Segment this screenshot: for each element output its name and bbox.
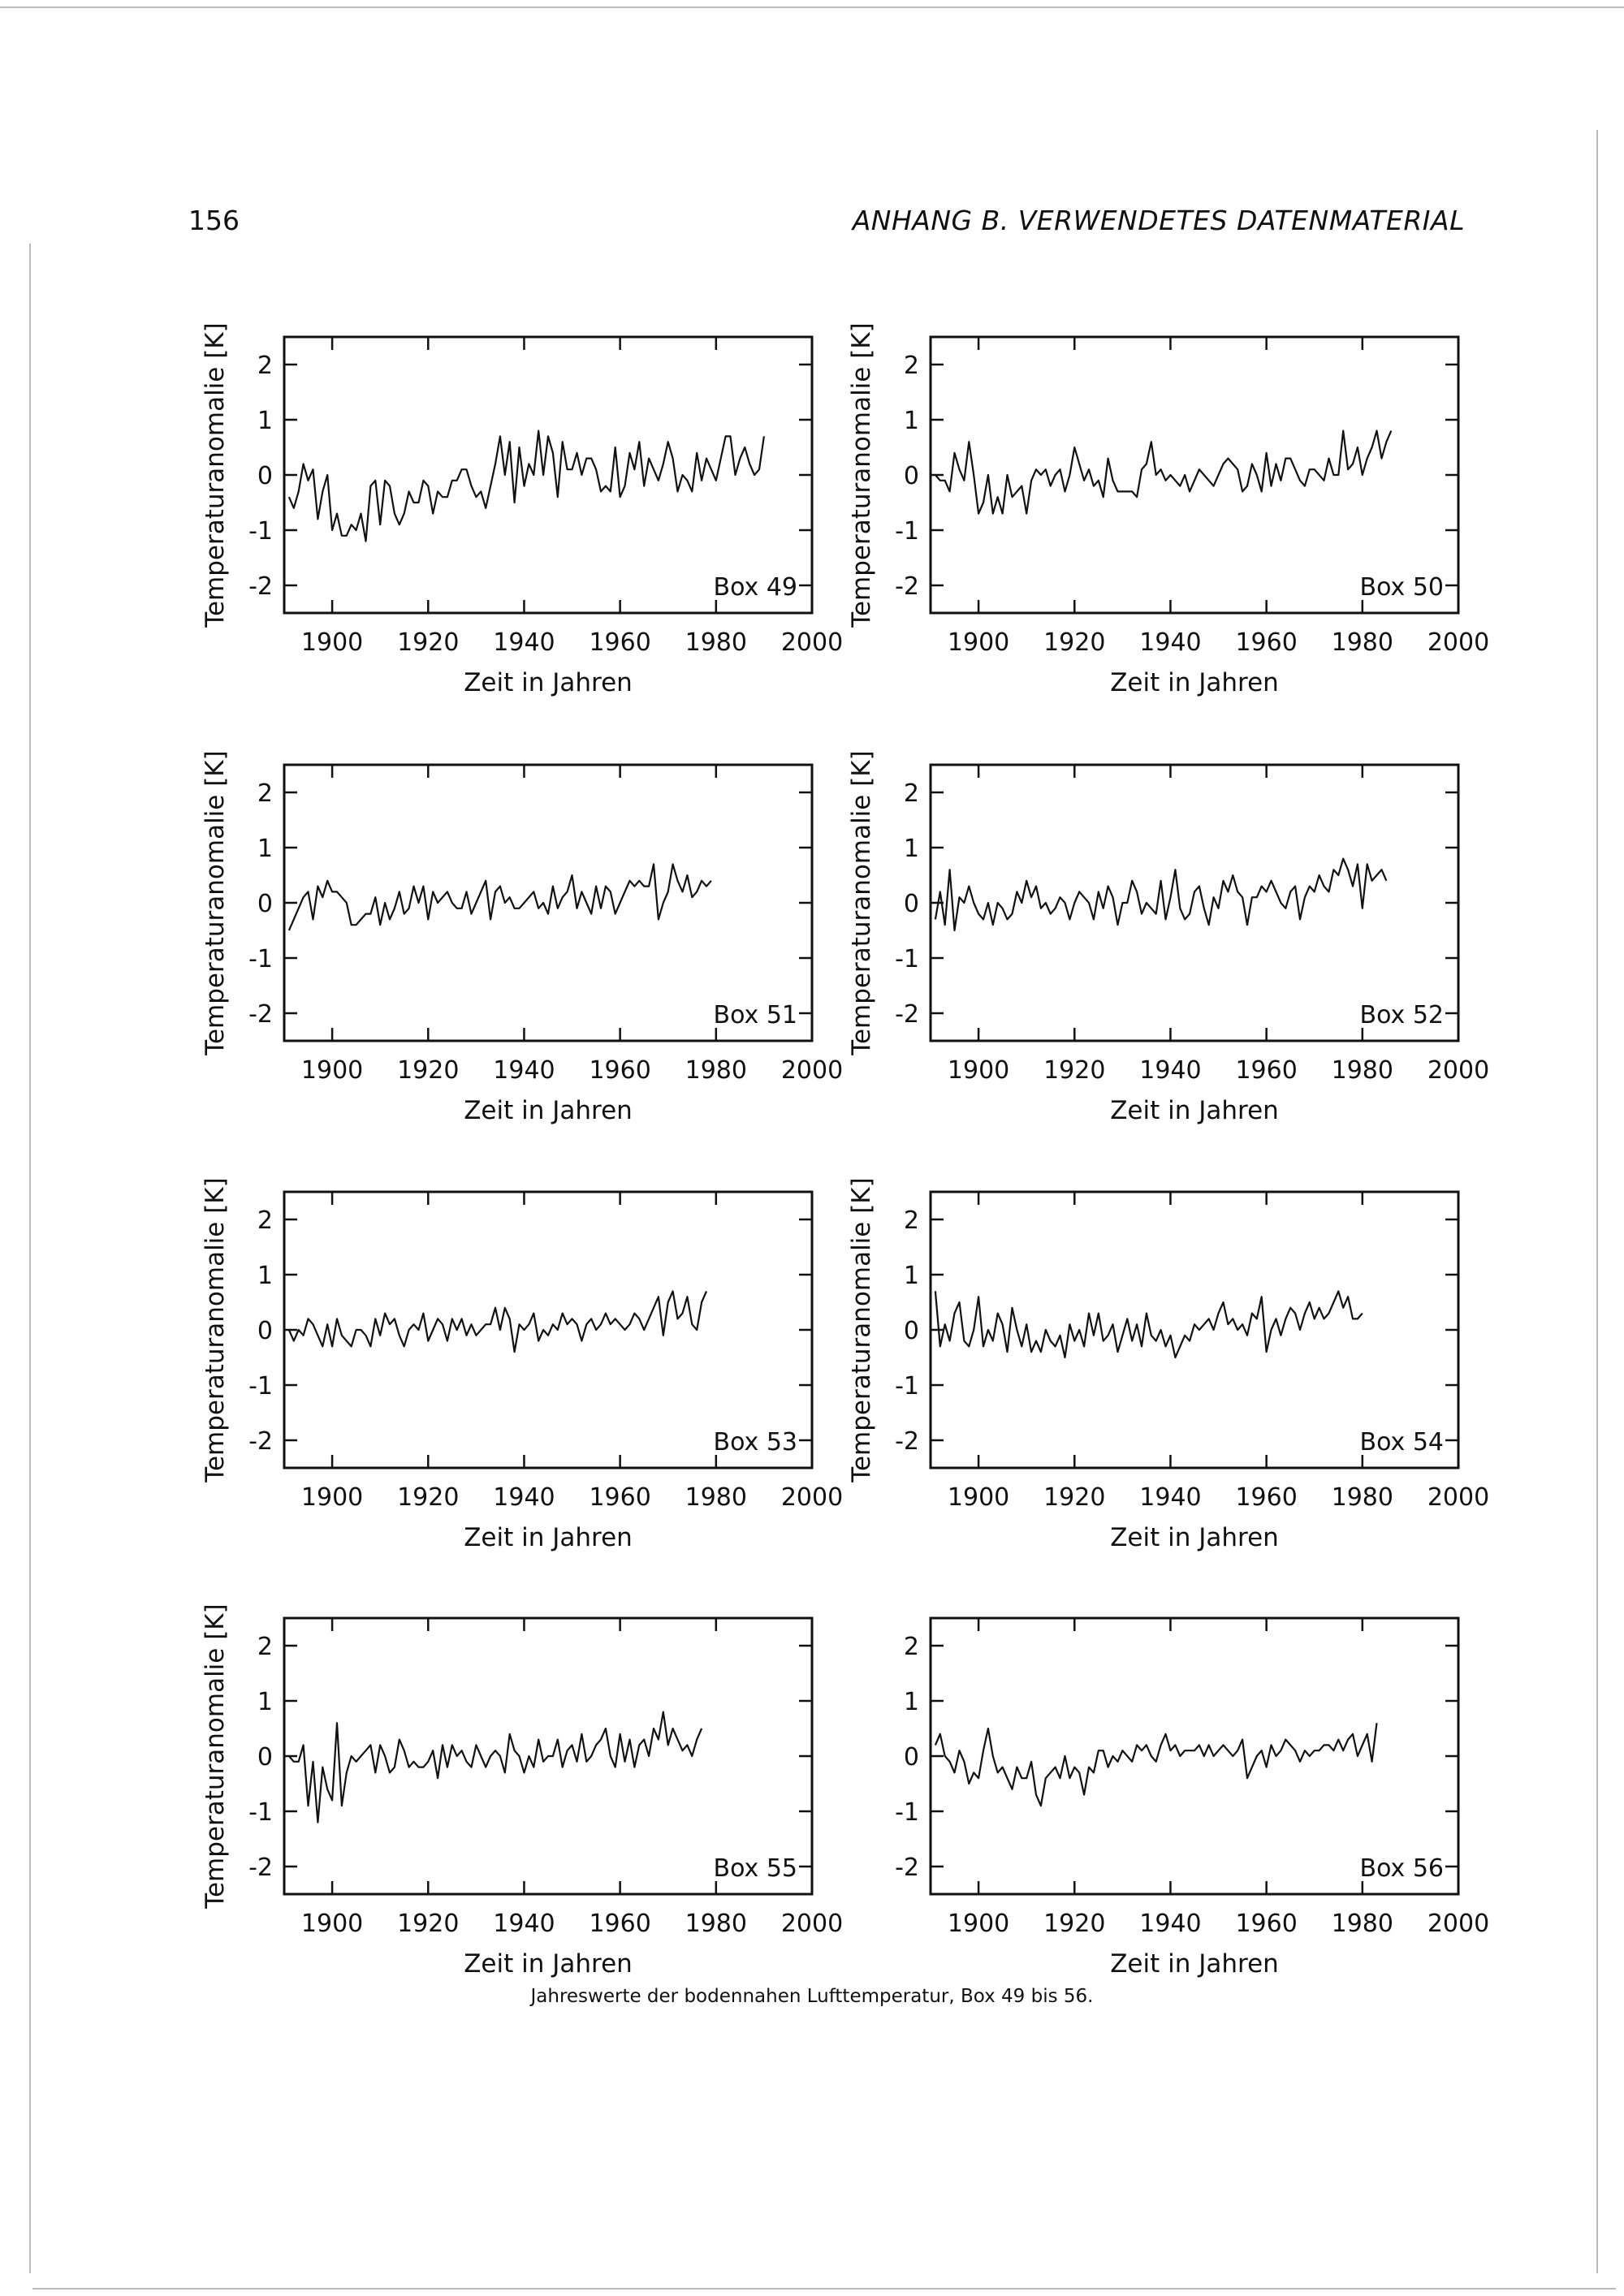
x-axis-label: Zeit in Jahren — [464, 1949, 633, 1979]
x-tick-label: 2000 — [1427, 628, 1490, 657]
series-line — [289, 864, 711, 930]
y-axis-label: Temperaturanomalie [K] — [201, 1177, 230, 1482]
chart-panel-box-56 — [841, 1610, 1491, 1983]
x-tick-label: 1980 — [685, 628, 747, 657]
x-tick-label: 1920 — [397, 628, 460, 657]
series-line — [289, 431, 764, 542]
x-tick-label: 1920 — [1043, 628, 1106, 657]
x-tick-label: 2000 — [1427, 1056, 1490, 1085]
y-tick-label: 2 — [257, 779, 273, 808]
x-tick-label: 1940 — [493, 1483, 555, 1512]
x-tick-label: 1920 — [397, 1483, 460, 1512]
page-number: 156 — [188, 205, 240, 236]
y-tick-label: 2 — [903, 352, 919, 380]
x-tick-label: 1940 — [493, 628, 555, 657]
y-tick-label: 0 — [903, 1317, 919, 1345]
figure-caption: Jahreswerte der bodennahen Lufttemperatur, Box 49 bis 56. — [530, 1986, 1094, 2007]
y-tick-label: 0 — [257, 890, 273, 918]
y-axis-label: Temperaturanomalie [K] — [201, 750, 230, 1055]
y-tick-label: -2 — [895, 572, 919, 601]
y-tick-label: -1 — [895, 1372, 919, 1400]
x-tick-label: 1980 — [1331, 1056, 1393, 1085]
y-tick-label: -1 — [895, 517, 919, 546]
chart-panel-box-52 — [841, 750, 1491, 1130]
y-tick-label: -1 — [895, 945, 919, 973]
x-tick-label: 1960 — [589, 628, 651, 657]
y-tick-label: -2 — [895, 1854, 919, 1882]
chart-panel-box-53 — [195, 1177, 844, 1557]
y-tick-label: 1 — [257, 1688, 273, 1716]
box-label: Box 51 — [713, 1001, 797, 1029]
series-line — [935, 859, 1387, 930]
y-tick-label: 1 — [257, 835, 273, 863]
scan-edge-bottom — [32, 2288, 1616, 2290]
x-tick-label: 1920 — [397, 1910, 460, 1938]
y-tick-label: 0 — [903, 1743, 919, 1772]
x-tick-label: 1960 — [589, 1910, 651, 1938]
chart-panel-box-54 — [841, 1177, 1491, 1557]
x-tick-label: 1940 — [1139, 1483, 1202, 1512]
x-tick-label: 1900 — [947, 1056, 1010, 1085]
y-tick-label: 0 — [257, 1317, 273, 1345]
x-axis-label: Zeit in Jahren — [1110, 1096, 1279, 1125]
scan-edge-left — [29, 244, 31, 2273]
box-label: Box 54 — [1359, 1428, 1444, 1457]
y-tick-label: -1 — [248, 1798, 273, 1827]
x-tick-label: 1980 — [685, 1910, 747, 1938]
x-tick-label: 1920 — [1043, 1483, 1106, 1512]
scan-edge-top — [0, 6, 1624, 8]
y-tick-label: 2 — [257, 352, 273, 380]
running-head: ANHANG B. VERWENDETES DATENMATERIAL — [852, 205, 1465, 236]
x-tick-label: 1920 — [397, 1056, 460, 1085]
x-axis-label: Zeit in Jahren — [464, 668, 633, 697]
plot-frame — [931, 1618, 1458, 1894]
x-tick-label: 1940 — [1139, 1910, 1202, 1938]
x-tick-label: 1900 — [300, 1056, 364, 1085]
y-axis-label: Temperaturanomalie [K] — [201, 1603, 230, 1909]
y-axis-label: Temperaturanomalie [K] — [847, 322, 876, 628]
series-line — [289, 1291, 706, 1352]
x-tick-label: 1960 — [1235, 628, 1298, 657]
box-label: Box 55 — [713, 1854, 797, 1883]
y-tick-label: 2 — [903, 1206, 919, 1235]
x-tick-label: 1900 — [300, 1910, 364, 1938]
y-tick-label: 1 — [257, 1262, 273, 1290]
plot-frame — [931, 337, 1458, 613]
chart-panel-box-50 — [841, 322, 1491, 702]
y-tick-label: 1 — [903, 1688, 919, 1716]
y-tick-label: 1 — [903, 1262, 919, 1290]
x-tick-label: 1980 — [685, 1483, 747, 1512]
x-tick-label: 1960 — [1235, 1910, 1298, 1938]
x-axis-label: Zeit in Jahren — [1110, 1949, 1279, 1979]
x-tick-label: 1960 — [1235, 1483, 1298, 1512]
plot-frame — [931, 765, 1458, 1041]
y-tick-label: 2 — [257, 1633, 273, 1661]
x-axis-label: Zeit in Jahren — [1110, 668, 1279, 697]
x-tick-label: 1940 — [493, 1056, 555, 1085]
x-tick-label: 1980 — [1331, 1910, 1393, 1938]
y-tick-label: 0 — [903, 462, 919, 490]
x-tick-label: 1940 — [1139, 628, 1202, 657]
y-tick-label: 0 — [903, 890, 919, 918]
x-tick-label: 1900 — [947, 1483, 1010, 1512]
x-tick-label: 1980 — [685, 1056, 747, 1085]
y-tick-label: -2 — [248, 1000, 273, 1029]
y-tick-label: 0 — [257, 462, 273, 490]
y-tick-label: 2 — [903, 1633, 919, 1661]
y-tick-label: -2 — [248, 572, 273, 601]
x-tick-label: 1920 — [1043, 1056, 1106, 1085]
x-tick-label: 2000 — [780, 628, 844, 657]
x-tick-label: 2000 — [1427, 1483, 1490, 1512]
y-tick-label: 1 — [257, 407, 273, 435]
box-label: Box 52 — [1359, 1001, 1444, 1029]
x-tick-label: 2000 — [780, 1056, 844, 1085]
chart-panel-box-51 — [195, 750, 844, 1130]
x-tick-label: 2000 — [780, 1910, 844, 1938]
series-line — [935, 1291, 1363, 1357]
x-tick-label: 1960 — [589, 1483, 651, 1512]
y-tick-label: -1 — [248, 945, 273, 973]
y-tick-label: -1 — [248, 517, 273, 546]
series-line — [935, 1723, 1377, 1806]
series-line — [935, 431, 1391, 514]
y-tick-label: 2 — [903, 779, 919, 808]
x-tick-label: 1900 — [300, 628, 364, 657]
x-axis-label: Zeit in Jahren — [464, 1096, 633, 1125]
box-label: Box 53 — [713, 1428, 797, 1457]
x-tick-label: 1980 — [1331, 1483, 1393, 1512]
x-tick-label: 2000 — [780, 1483, 844, 1512]
x-axis-label: Zeit in Jahren — [464, 1523, 633, 1552]
y-tick-label: 2 — [257, 1206, 273, 1235]
plot-frame — [284, 337, 812, 613]
x-tick-label: 1900 — [947, 1910, 1010, 1938]
x-tick-label: 1900 — [947, 628, 1010, 657]
x-tick-label: 1940 — [1139, 1056, 1202, 1085]
y-tick-label: -2 — [248, 1427, 273, 1456]
chart-panel-box-49 — [195, 322, 844, 702]
y-tick-label: -1 — [248, 1372, 273, 1400]
x-tick-label: 2000 — [1427, 1910, 1490, 1938]
y-tick-label: 1 — [903, 407, 919, 435]
box-label: Box 49 — [713, 573, 797, 602]
y-tick-label: -2 — [248, 1854, 273, 1882]
chart-panel-box-55 — [195, 1603, 844, 1983]
y-tick-label: -2 — [895, 1427, 919, 1456]
box-label: Box 50 — [1359, 573, 1444, 602]
y-tick-label: -1 — [895, 1798, 919, 1827]
plot-frame — [284, 765, 812, 1041]
series-line — [289, 1712, 702, 1823]
y-axis-label: Temperaturanomalie [K] — [847, 750, 876, 1055]
x-tick-label: 1940 — [493, 1910, 555, 1938]
y-tick-label: 1 — [903, 835, 919, 863]
x-tick-label: 1960 — [589, 1056, 651, 1085]
x-tick-label: 1920 — [1043, 1910, 1106, 1938]
x-tick-label: 1960 — [1235, 1056, 1298, 1085]
plot-frame — [284, 1192, 812, 1468]
y-tick-label: 0 — [257, 1743, 273, 1772]
y-tick-label: -2 — [895, 1000, 919, 1029]
y-axis-label: Temperaturanomalie [K] — [201, 322, 230, 628]
x-tick-label: 1900 — [300, 1483, 364, 1512]
y-axis-label: Temperaturanomalie [K] — [847, 1177, 876, 1482]
scan-edge-right — [1596, 130, 1598, 2273]
box-label: Box 56 — [1359, 1854, 1444, 1883]
x-tick-label: 1980 — [1331, 628, 1393, 657]
x-axis-label: Zeit in Jahren — [1110, 1523, 1279, 1552]
